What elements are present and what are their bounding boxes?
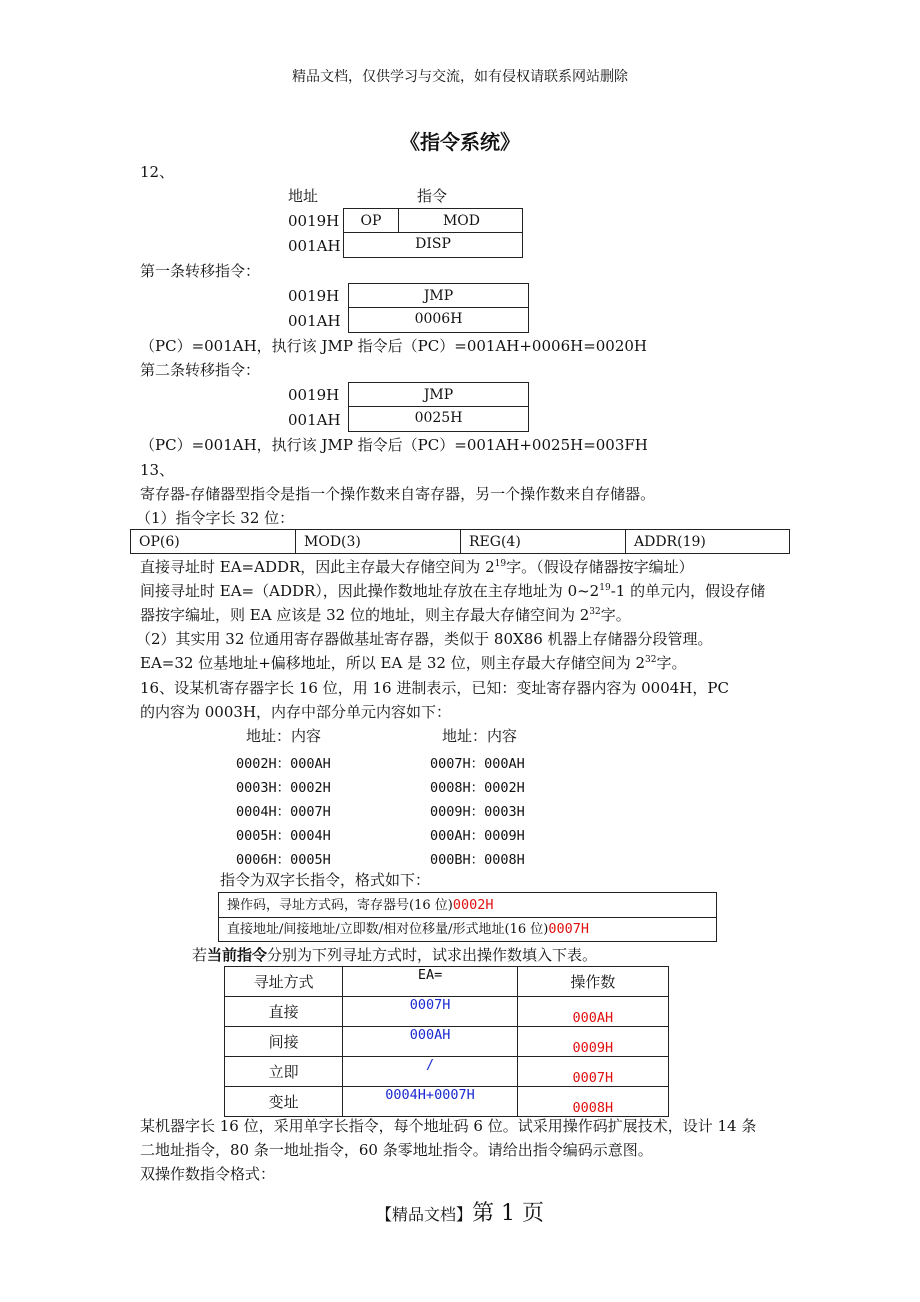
- list-item: 0005H：0004H: [236, 828, 331, 844]
- list-item: 000AH：0009H: [430, 828, 525, 844]
- second-jump-word-1: [348, 382, 529, 407]
- cell-mode: 立即: [225, 1057, 343, 1087]
- first-jump-word-1: [348, 283, 529, 308]
- second-jump-opcode: JMP: [423, 387, 454, 403]
- format-row-1: 操作码，寻址方式码，寄存器号(16 位)0002H: [227, 897, 494, 913]
- op-field: OP: [344, 209, 399, 232]
- second-jump-address-2: 001AH: [288, 411, 341, 429]
- format-intro: 指令为双字长指令，格式如下：: [220, 871, 431, 889]
- page-footer: [0, 1196, 920, 1227]
- list-item: 0003H：0002H: [236, 780, 331, 796]
- current-instruction-emphasis: 当前指令: [207, 946, 268, 964]
- disp-field: DISP: [415, 236, 451, 252]
- instruction-word-32: [130, 529, 790, 554]
- second-jump-offset: 0025H: [414, 410, 463, 426]
- format-address-2: 001AH: [288, 237, 341, 255]
- q16-line-1: 16、设某机寄存器字长 16 位，用 16 进制表示，已知：变址寄存器内容为 0004H，PC: [140, 679, 729, 697]
- format-word-1: [343, 208, 523, 233]
- table-row: [225, 1087, 669, 1117]
- cell-mode: 间接: [225, 1027, 343, 1057]
- ea-base-offset-text: EA=32 位基地址+偏移地址，所以 EA 是 32 位，则主存最大存储空间为 $2^{32}$字。: [140, 654, 687, 672]
- q13-label: 13、: [140, 461, 175, 479]
- list-item: 0009H：0003H: [430, 804, 525, 820]
- table-row: [225, 1027, 669, 1057]
- q13-part1: （1）指令字长 32 位：: [136, 509, 295, 527]
- cell-operand: 0009H: [517, 1027, 668, 1057]
- list-item: 0002H：000AH: [236, 756, 331, 772]
- footer-tag: 【精品文档】: [376, 1205, 473, 1224]
- format-row-1-value: 0002H: [452, 897, 494, 913]
- second-jump-label: 第二条转移指令：: [140, 361, 261, 379]
- list-item: 0008H：0002H: [430, 780, 525, 796]
- direct-addressing-text: 直接寻址时 EA=ADDR，因此主存最大存储空间为 $2^{19}$字。（假设存储器按字编址）: [140, 558, 694, 576]
- q13-part2: （2）其实用 32 位通用寄存器做基址寄存器，类似于 80X86 机器上存储器分段管理。: [136, 630, 713, 648]
- first-jump-address-1: 0019H: [288, 287, 340, 305]
- first-jump-result: （PC）=001AH，执行该 JMP 指令后（PC）=001AH+0006H=0020H: [140, 337, 648, 355]
- cell-operand: 000AH: [517, 997, 668, 1027]
- indirect-addressing-text-1: 间接寻址时 EA=（ADDR），因此操作数地址存放在主存地址为 $0\sim 2^{19}-1$ 的单元内，假设存储: [140, 582, 766, 600]
- page-number: 第 1 页: [472, 1201, 544, 1226]
- col-address-label: 地址: [288, 187, 319, 205]
- first-jump-label: 第一条转移指令：: [140, 262, 261, 280]
- mod-field: MOD: [442, 213, 481, 229]
- indirect-addressing-text-2: 器按字编址，则 EA 应该是 32 位的地址，则主存最大存储空间为 $2^{32}$字。: [140, 606, 631, 624]
- cell-ea: 000AH: [343, 1027, 517, 1057]
- format-word-2: [343, 232, 523, 258]
- field-mod: MOD(3): [296, 530, 461, 553]
- list-item: 000BH：0008H: [430, 852, 525, 868]
- second-jump-result: （PC）=001AH，执行该 JMP 指令后（PC）=001AH+0025H=003FH: [140, 436, 648, 454]
- memory-list-right: [430, 752, 525, 872]
- header-ea: EA=: [343, 967, 517, 997]
- list-item: 0006H：0005H: [236, 852, 331, 868]
- table-row: [225, 1057, 669, 1087]
- table-header-row: [225, 967, 669, 997]
- field-reg: REG(4): [461, 530, 626, 553]
- table-question: 若当前指令分别为下列寻址方式时，试求出操作数填入下表。: [192, 946, 598, 964]
- last-question-line-3: 双操作数指令格式：: [140, 1165, 276, 1183]
- first-jump-offset: 0006H: [414, 311, 463, 327]
- cell-operand: 0007H: [517, 1057, 668, 1087]
- list-item: 0004H：0007H: [236, 804, 331, 820]
- header-operand: 操作数: [517, 967, 668, 997]
- cell-ea: /: [343, 1057, 517, 1087]
- last-question-line-1: 某机器字长 16 位，采用单字长指令，每个地址码 6 位。试采用操作码扩展技术，设计 14 条: [140, 1117, 757, 1135]
- second-jump-address-1: 0019H: [288, 386, 340, 404]
- first-jump-address-2: 001AH: [288, 312, 341, 330]
- format-row-2-value: 0007H: [548, 921, 589, 937]
- first-jump-opcode: JMP: [423, 288, 454, 304]
- list-item: 0007H：000AH: [430, 756, 525, 772]
- q13-intro: 寄存器-存储器型指令是指一个操作数来自寄存器，另一个操作数来自存储器。: [140, 485, 656, 503]
- format-address-1: 0019H: [288, 212, 340, 230]
- header-mode: 寻址方式: [225, 967, 343, 997]
- memory-header-right: 地址：内容: [442, 727, 518, 745]
- last-question-line-2: 二地址指令，80 条一地址指令，60 条零地址指令。请给出指令编码示意图。: [140, 1141, 653, 1159]
- memory-list-left: [236, 752, 331, 872]
- second-jump-word-2: [348, 406, 529, 432]
- memory-header-left: 地址：内容: [246, 727, 322, 745]
- cell-ea: 0007H: [343, 997, 517, 1027]
- double-word-format: [218, 892, 717, 942]
- page-header: 精品文档，仅供学习与交流，如有侵权请联系网站删除: [292, 69, 628, 85]
- cell-ea: 0004H+0007H: [343, 1087, 517, 1117]
- format-row-2: 直接地址/间接地址/立即数/相对位移量/形式地址(16 位)0007H: [227, 921, 589, 937]
- addressing-table: [224, 966, 669, 1117]
- page-title: 《指令系统》: [400, 130, 520, 154]
- cell-operand: 0008H: [517, 1087, 668, 1117]
- table-row: [225, 997, 669, 1027]
- first-jump-word-2: [348, 307, 529, 333]
- q16-line-2: 的内容为 0003H，内存中部分单元内容如下：: [140, 703, 452, 721]
- q12-label: 12、: [140, 163, 175, 181]
- field-addr: ADDR(19): [634, 534, 706, 550]
- cell-mode: 变址: [225, 1087, 343, 1117]
- field-op: OP(6): [131, 530, 296, 553]
- col-instruction-label: 指令: [417, 187, 448, 205]
- cell-mode: 直接: [225, 997, 343, 1027]
